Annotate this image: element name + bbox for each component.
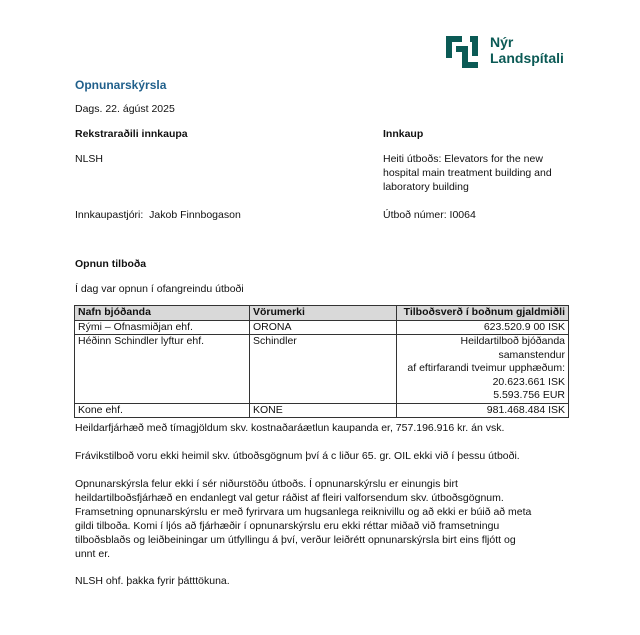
logo-text bbox=[490, 34, 564, 66]
table-row bbox=[75, 335, 569, 404]
tender-name-line-2: hospital main treatment building and bbox=[383, 167, 552, 179]
logo-line-2: Landspítali bbox=[490, 50, 564, 66]
bid-price-line: af eftirfarandi tveimur upphæðum: bbox=[407, 362, 565, 374]
disclaimer-line: tilboðsblaðs og leiðbeiningar um útfyllingu á því, verður leiðrétt opnunarskýrsla birt eins fljótt og bbox=[75, 534, 516, 546]
procurement-manager-name: Jakob Finnbogason bbox=[149, 209, 241, 221]
disclaimer-line: Opnunarskýrsla felur ekki í sér niðurstöðu útboðs. Í opnunarskýrslu er einungis birt bbox=[75, 478, 458, 490]
tender-name-line-3: laboratory building bbox=[383, 181, 469, 193]
bidder-name: Rými – Ofnasmiðjan ehf. bbox=[75, 320, 250, 335]
procurement-operator-value: NLSH bbox=[75, 153, 104, 165]
disclaimer-line: gildi tilboða. Komi í ljós að fjárhæðir í opnunarskýrslu eru ekki réttar miðað við framsetningu bbox=[75, 520, 500, 532]
table-row bbox=[75, 403, 569, 418]
disclaimer-line: Framsetning opnunarskýrslu er með fyrirvara um hugsanlega reiknivillu og að ekki er búið að meta bbox=[75, 506, 532, 518]
thanks-paragraph: NLSH ohf. þakka fyrir þátttökuna. bbox=[75, 575, 230, 587]
procurement-manager-label: Innkaupastjóri: bbox=[75, 209, 144, 221]
bidder-brand: KONE bbox=[250, 403, 397, 418]
logo-line-1: Nýr bbox=[490, 34, 514, 50]
bidder-name: Héðinn Schindler lyftur ehf. bbox=[75, 335, 250, 404]
document-date: Dags. 22. ágúst 2025 bbox=[75, 103, 175, 115]
column-header-price: Tilboðsverð í boðnum gjaldmiðli bbox=[397, 306, 569, 321]
bid-price: 981.468.484 ISK bbox=[397, 403, 569, 418]
bidder-brand: ORONA bbox=[250, 320, 397, 335]
nlsh-logo-mark-icon bbox=[440, 32, 484, 76]
opening-heading: Opnun tilboða bbox=[75, 258, 147, 270]
tender-name bbox=[383, 152, 552, 194]
bid-price: 623.520.9 00 ISK bbox=[397, 320, 569, 335]
tender-name-line-1: Heiti útboðs: Elevators for the new bbox=[383, 153, 543, 165]
disclaimer-paragraph bbox=[75, 477, 575, 561]
table-row bbox=[75, 320, 569, 335]
bids-table bbox=[74, 305, 569, 418]
procurement-heading: Innkaup bbox=[383, 128, 424, 140]
nlsh-logo bbox=[440, 32, 580, 76]
bid-price-line: 20.623.661 ISK bbox=[492, 375, 565, 388]
opening-intro: Í dag var opnun í ofangreindu útboði bbox=[75, 283, 244, 295]
tender-number: Útboð númer: I0064 bbox=[383, 209, 476, 221]
bid-price bbox=[397, 335, 569, 404]
procurement-manager bbox=[75, 208, 241, 222]
disclaimer-line: unnt er. bbox=[75, 548, 111, 560]
cost-estimate-paragraph: Heildarfjárhæð með tímagjöldum skv. kostnaðaráætlun kaupanda er, 757.196.916 kr. án vsk. bbox=[75, 422, 505, 434]
disclaimer-line: heildartilboðsfjárhæð en endanlegt val getur ráðist af fleiri valforsendum skv. útboðsgögnum. bbox=[75, 492, 504, 504]
bidder-brand: Schindler bbox=[250, 335, 397, 404]
alternative-bids-paragraph: Frávikstilboð voru ekki heimil skv. útboðsgögnum því á c liður 65. gr. OIL ekki við í þessu útboði. bbox=[75, 450, 520, 462]
document-title: Opnunarskýrsla bbox=[75, 78, 167, 92]
column-header-brand: Vörumerki bbox=[250, 306, 397, 321]
column-header-bidder: Nafn bjóðanda bbox=[75, 306, 250, 321]
bid-price-line: 5.593.756 EUR bbox=[493, 389, 565, 401]
bidder-name: Kone ehf. bbox=[75, 403, 250, 418]
bid-price-line: Heildartilboð bjóðanda samanstendur bbox=[460, 335, 565, 361]
table-header-row bbox=[75, 306, 569, 321]
procurement-operator-heading: Rekstraraðili innkaupa bbox=[75, 128, 188, 140]
